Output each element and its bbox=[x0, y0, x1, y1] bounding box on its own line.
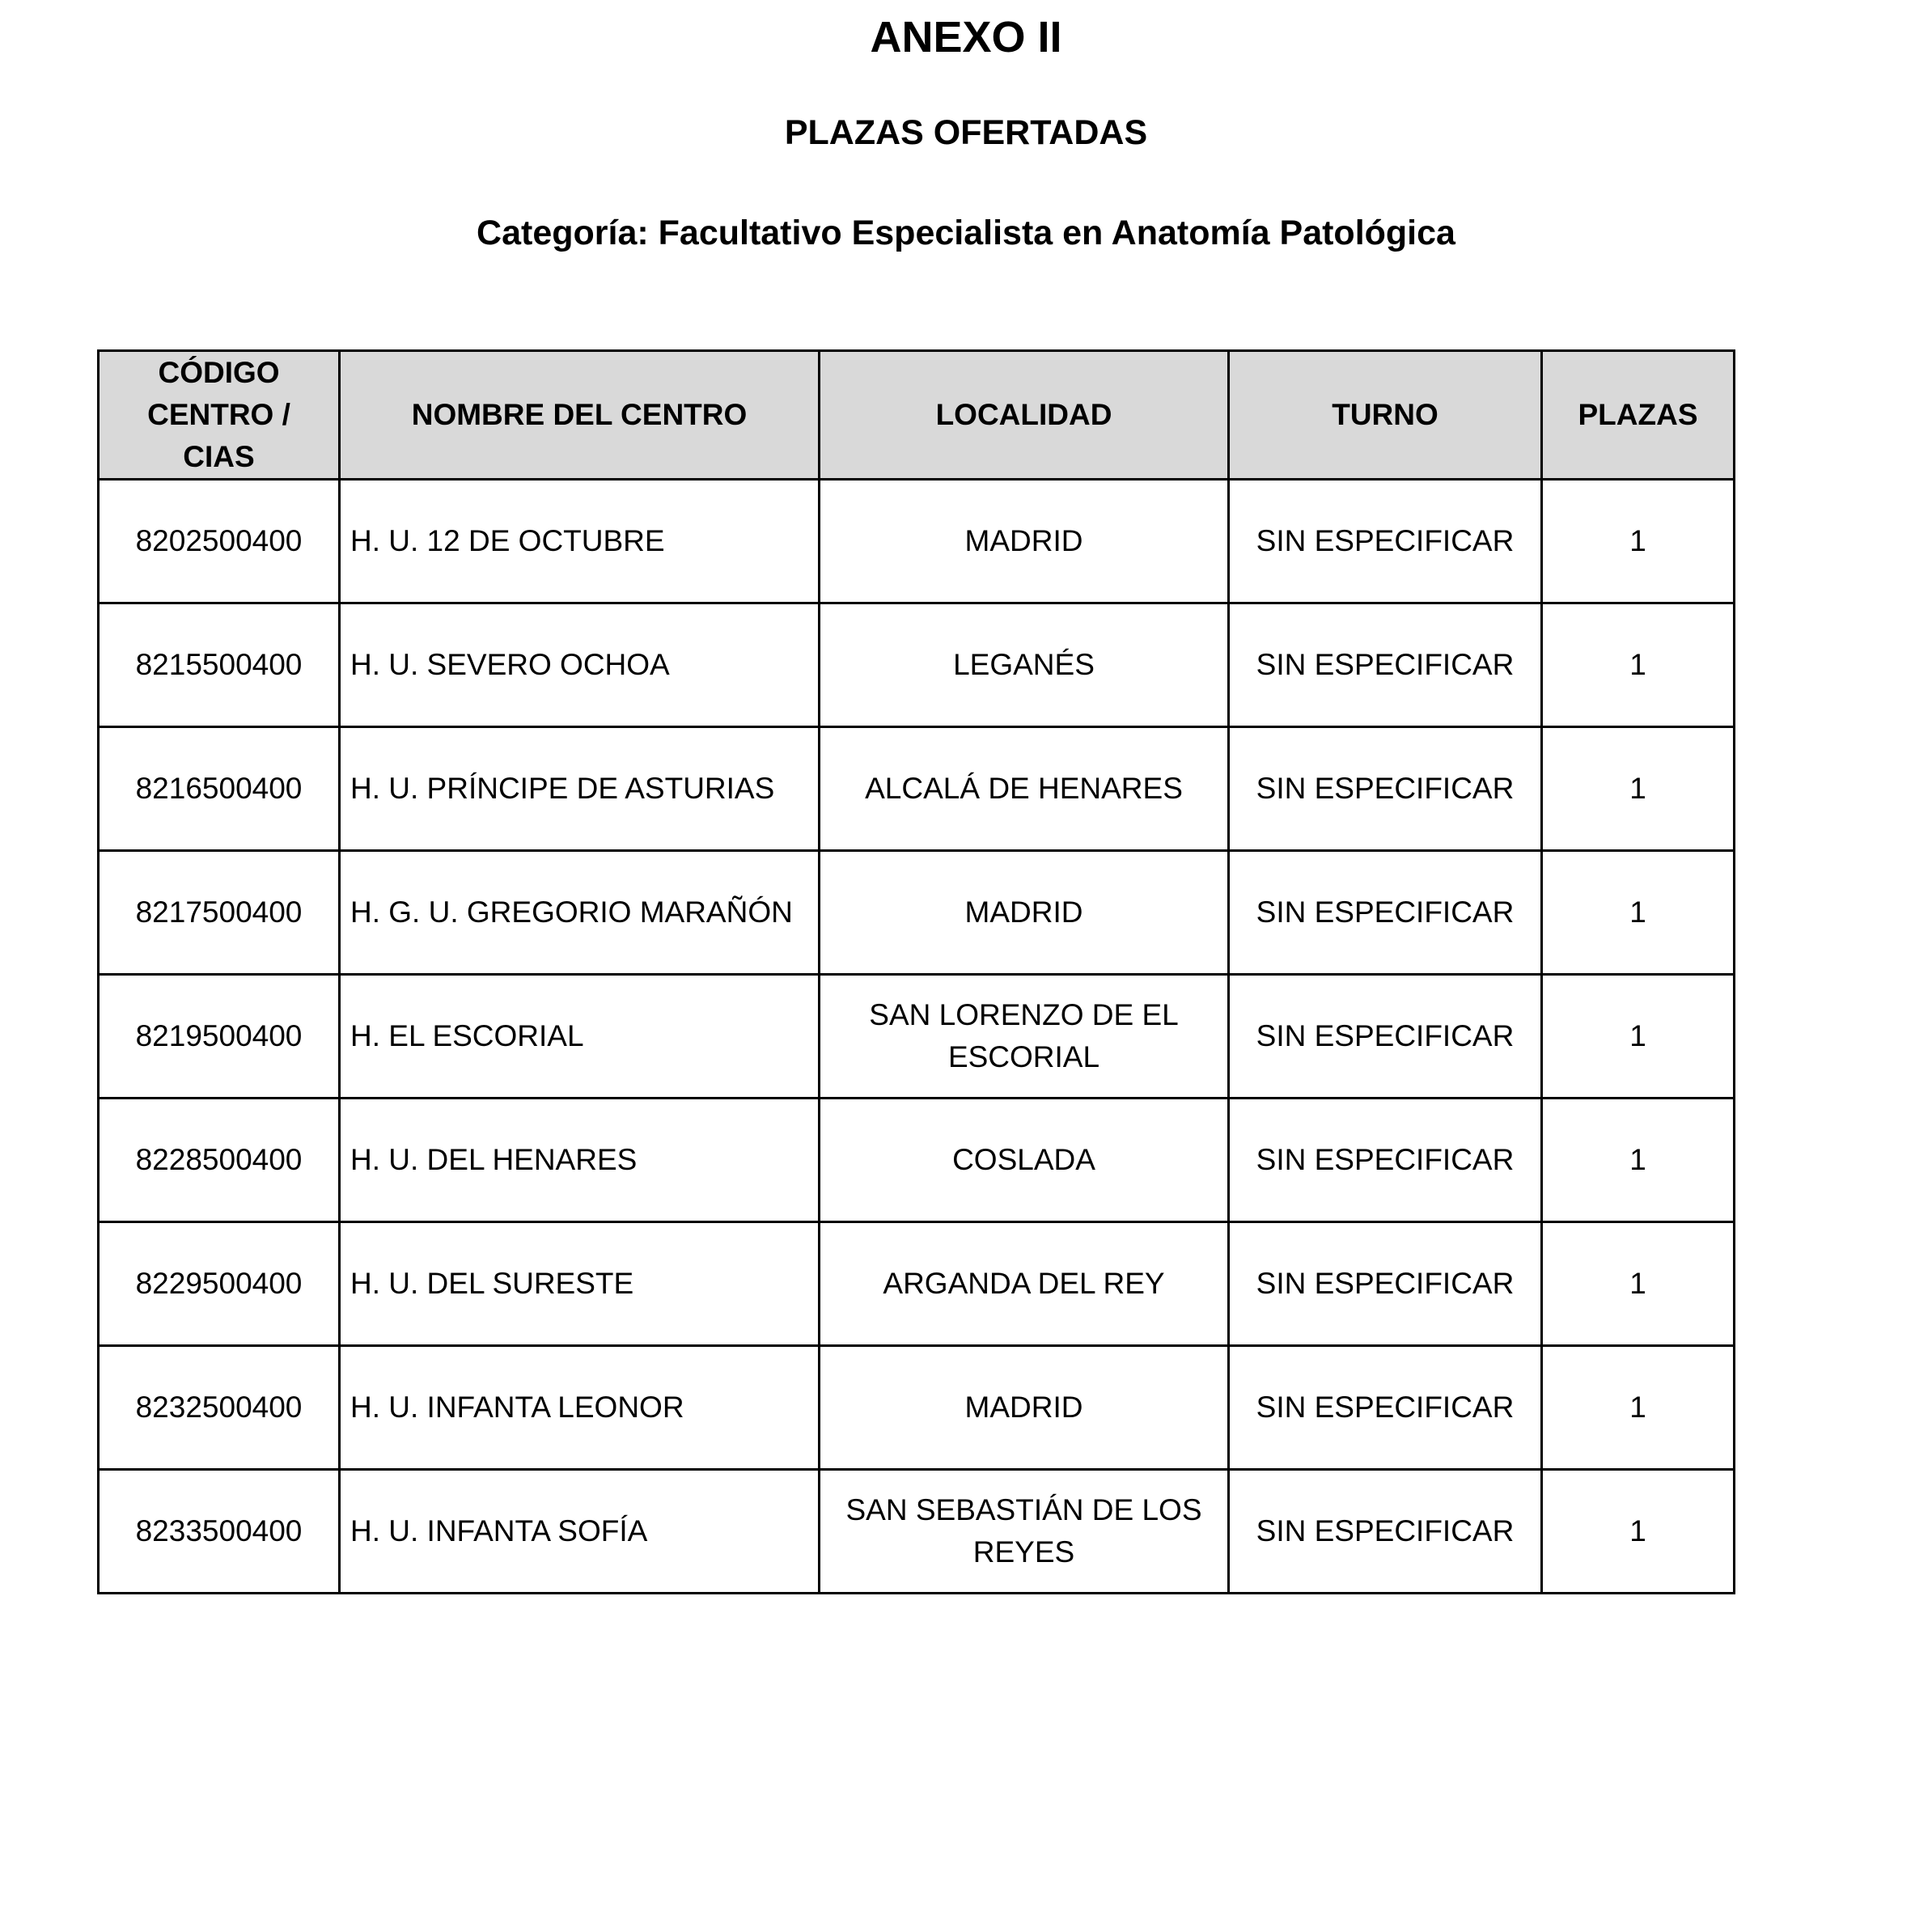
table-row bbox=[99, 1222, 1735, 1346]
cell-places: 1 bbox=[1542, 1346, 1735, 1470]
table-row bbox=[99, 480, 1735, 603]
header-places: PLAZAS bbox=[1542, 351, 1735, 480]
table-header bbox=[99, 351, 1735, 480]
annex-title: ANEXO II bbox=[870, 13, 1062, 61]
cell-code: 8217500400 bbox=[99, 851, 340, 975]
cell-locality: MADRID bbox=[820, 480, 1229, 603]
cell-code: 8216500400 bbox=[99, 727, 340, 851]
cell-name: H. U. SEVERO OCHOA bbox=[340, 603, 820, 727]
cell-places: 1 bbox=[1542, 975, 1735, 1099]
cell-places: 1 bbox=[1542, 1222, 1735, 1346]
table-row bbox=[99, 727, 1735, 851]
cell-locality: SAN LORENZO DE EL ESCORIAL bbox=[820, 975, 1229, 1099]
cell-shift: SIN ESPECIFICAR bbox=[1229, 1222, 1542, 1346]
table-body bbox=[99, 480, 1735, 1594]
cell-locality: SAN SEBASTIÁN DE LOS REYES bbox=[820, 1470, 1229, 1594]
cell-code: 8202500400 bbox=[99, 480, 340, 603]
table-row bbox=[99, 851, 1735, 975]
cell-shift: SIN ESPECIFICAR bbox=[1229, 1470, 1542, 1594]
cell-locality: ALCALÁ DE HENARES bbox=[820, 727, 1229, 851]
cell-name: H. G. U. GREGORIO MARAÑÓN bbox=[340, 851, 820, 975]
header-row bbox=[99, 351, 1735, 480]
cell-shift: SIN ESPECIFICAR bbox=[1229, 727, 1542, 851]
cell-places: 1 bbox=[1542, 1470, 1735, 1594]
cell-code: 8233500400 bbox=[99, 1470, 340, 1594]
table-row bbox=[99, 1470, 1735, 1594]
cell-code: 8219500400 bbox=[99, 975, 340, 1099]
cell-places: 1 bbox=[1542, 1099, 1735, 1222]
cell-name: H. U. 12 DE OCTUBRE bbox=[340, 480, 820, 603]
cell-name: H. U. PRÍNCIPE DE ASTURIAS bbox=[340, 727, 820, 851]
cell-locality: COSLADA bbox=[820, 1099, 1229, 1222]
cell-shift: SIN ESPECIFICAR bbox=[1229, 603, 1542, 727]
cell-shift: SIN ESPECIFICAR bbox=[1229, 1346, 1542, 1470]
cell-places: 1 bbox=[1542, 851, 1735, 975]
header-name: NOMBRE DEL CENTRO bbox=[340, 351, 820, 480]
cell-places: 1 bbox=[1542, 480, 1735, 603]
section-title: PLAZAS OFERTADAS bbox=[784, 113, 1148, 152]
cell-shift: SIN ESPECIFICAR bbox=[1229, 1099, 1542, 1222]
cell-code: 8229500400 bbox=[99, 1222, 340, 1346]
cell-code: 8232500400 bbox=[99, 1346, 340, 1470]
cell-locality: ARGANDA DEL REY bbox=[820, 1222, 1229, 1346]
table-row bbox=[99, 603, 1735, 727]
table-row bbox=[99, 1346, 1735, 1470]
cell-name: H. U. DEL SURESTE bbox=[340, 1222, 820, 1346]
cell-shift: SIN ESPECIFICAR bbox=[1229, 851, 1542, 975]
cell-name: H. U. INFANTA SOFÍA bbox=[340, 1470, 820, 1594]
cell-locality: MADRID bbox=[820, 851, 1229, 975]
header-shift: TURNO bbox=[1229, 351, 1542, 480]
cell-locality: LEGANÉS bbox=[820, 603, 1229, 727]
cell-places: 1 bbox=[1542, 603, 1735, 727]
table-row bbox=[99, 1099, 1735, 1222]
cell-name: H. U. DEL HENARES bbox=[340, 1099, 820, 1222]
cell-name: H. EL ESCORIAL bbox=[340, 975, 820, 1099]
cell-code: 8215500400 bbox=[99, 603, 340, 727]
cell-places: 1 bbox=[1542, 727, 1735, 851]
cell-locality: MADRID bbox=[820, 1346, 1229, 1470]
cell-shift: SIN ESPECIFICAR bbox=[1229, 480, 1542, 603]
table-row bbox=[99, 975, 1735, 1099]
cell-shift: SIN ESPECIFICAR bbox=[1229, 975, 1542, 1099]
cell-code: 8228500400 bbox=[99, 1099, 340, 1222]
header-code: CÓDIGO CENTRO / CIAS bbox=[99, 351, 340, 480]
cell-name: H. U. INFANTA LEONOR bbox=[340, 1346, 820, 1470]
header-locality: LOCALIDAD bbox=[820, 351, 1229, 480]
category-title: Categoría: Facultativo Especialista en Anatomía Patológica bbox=[477, 214, 1455, 252]
places-table bbox=[97, 349, 1735, 1594]
